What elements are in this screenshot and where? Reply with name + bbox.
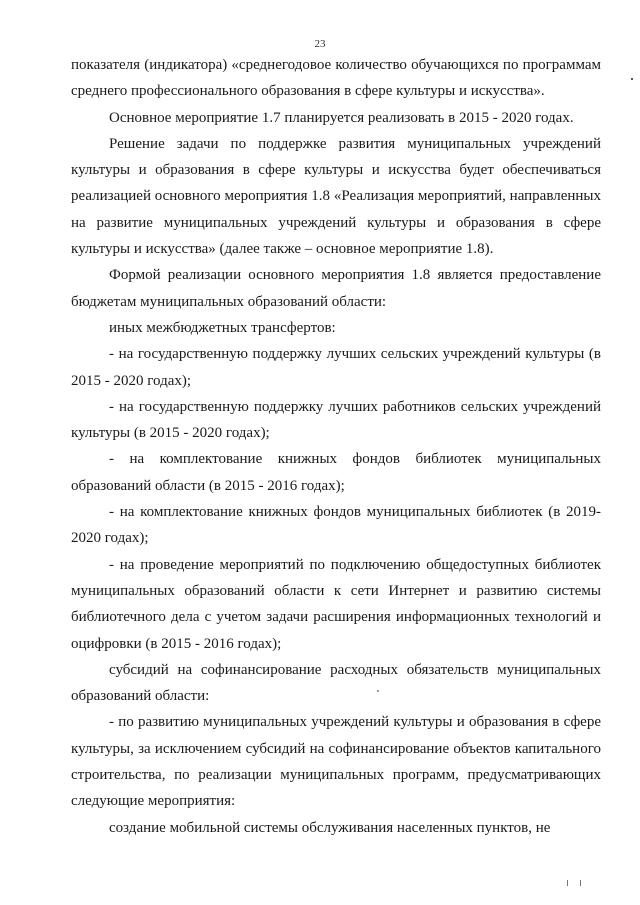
paragraph-interbudget-transfers: иных межбюджетных трансфертов: xyxy=(109,319,336,336)
paragraph-subsidies: субсидий на софинансирование расходных обязательств муниципальных образований области: xyxy=(71,661,601,705)
list-item-rural-institutions: - на государственную поддержку лучших сельских учреждений культуры (в 2015 - 2020 годах); xyxy=(71,346,601,389)
list-item-development-programs: - по развитию муниципальных учреждений культуры и образования в сфере культуры, за исключением субсидий на софинансирование объектов капитального строительства, по реализации муниципальных программ, предусматривающих следующие мероприятия: xyxy=(71,714,601,810)
scan-speck xyxy=(567,880,568,886)
paragraph-measure-1-8-intro: Решение задачи по поддержке развития муниципальных учреждений культуры и образования в сфере культуры и искусства будет обеспечиваться реализацией основного мероприятия 1.8 «Реализация мероприятий, направленных на развитие муниципальных учреждений культуры и образования в сфере культуры и искусства» (далее также – основное мероприятие 1.8). xyxy=(71,135,601,258)
page-number: 23 xyxy=(314,38,326,50)
document-body xyxy=(71,52,601,841)
paragraph-measure-1-7: Основное мероприятие 1.7 планируется реализовать в 2015 - 2020 годах. xyxy=(109,109,574,126)
list-item-library-funds-municipal: - на комплектование книжных фондов муниципальных библиотек (в 2019-2020 годах); xyxy=(71,504,601,547)
paragraph-form-of-implementation: Формой реализации основного мероприятия 1.8 является предоставление бюджетам муниципальных образований области: xyxy=(71,267,601,310)
paragraph-indicator-continuation: показателя (индикатора) «среднегодовое количество обучающихся по программам среднего профессионального образования в сфере культуры и искусства». xyxy=(71,57,601,100)
list-item-rural-workers: - на государственную поддержку лучших работников сельских учреждений культуры (в 2015 - 2020 годах); xyxy=(71,398,601,442)
list-item-internet-connection: - на проведение мероприятий по подключению общедоступных библиотек муниципальных образований области к сети Интернет и развитию системы библиотечного дела с учетом задачи расширения информационных технологий и оцифровки (в 2015 - 2016 годах); xyxy=(71,556,601,652)
scan-speck xyxy=(580,880,581,886)
paragraph-mobile-system: создание мобильной системы обслуживания населенных пунктов, не xyxy=(109,819,551,836)
scan-speck xyxy=(631,78,633,80)
scan-speck xyxy=(377,690,379,692)
list-item-library-funds-regional: - на комплектование книжных фондов библиотек муниципальных образований области (в 2015 - 2016 годах); xyxy=(71,451,601,494)
